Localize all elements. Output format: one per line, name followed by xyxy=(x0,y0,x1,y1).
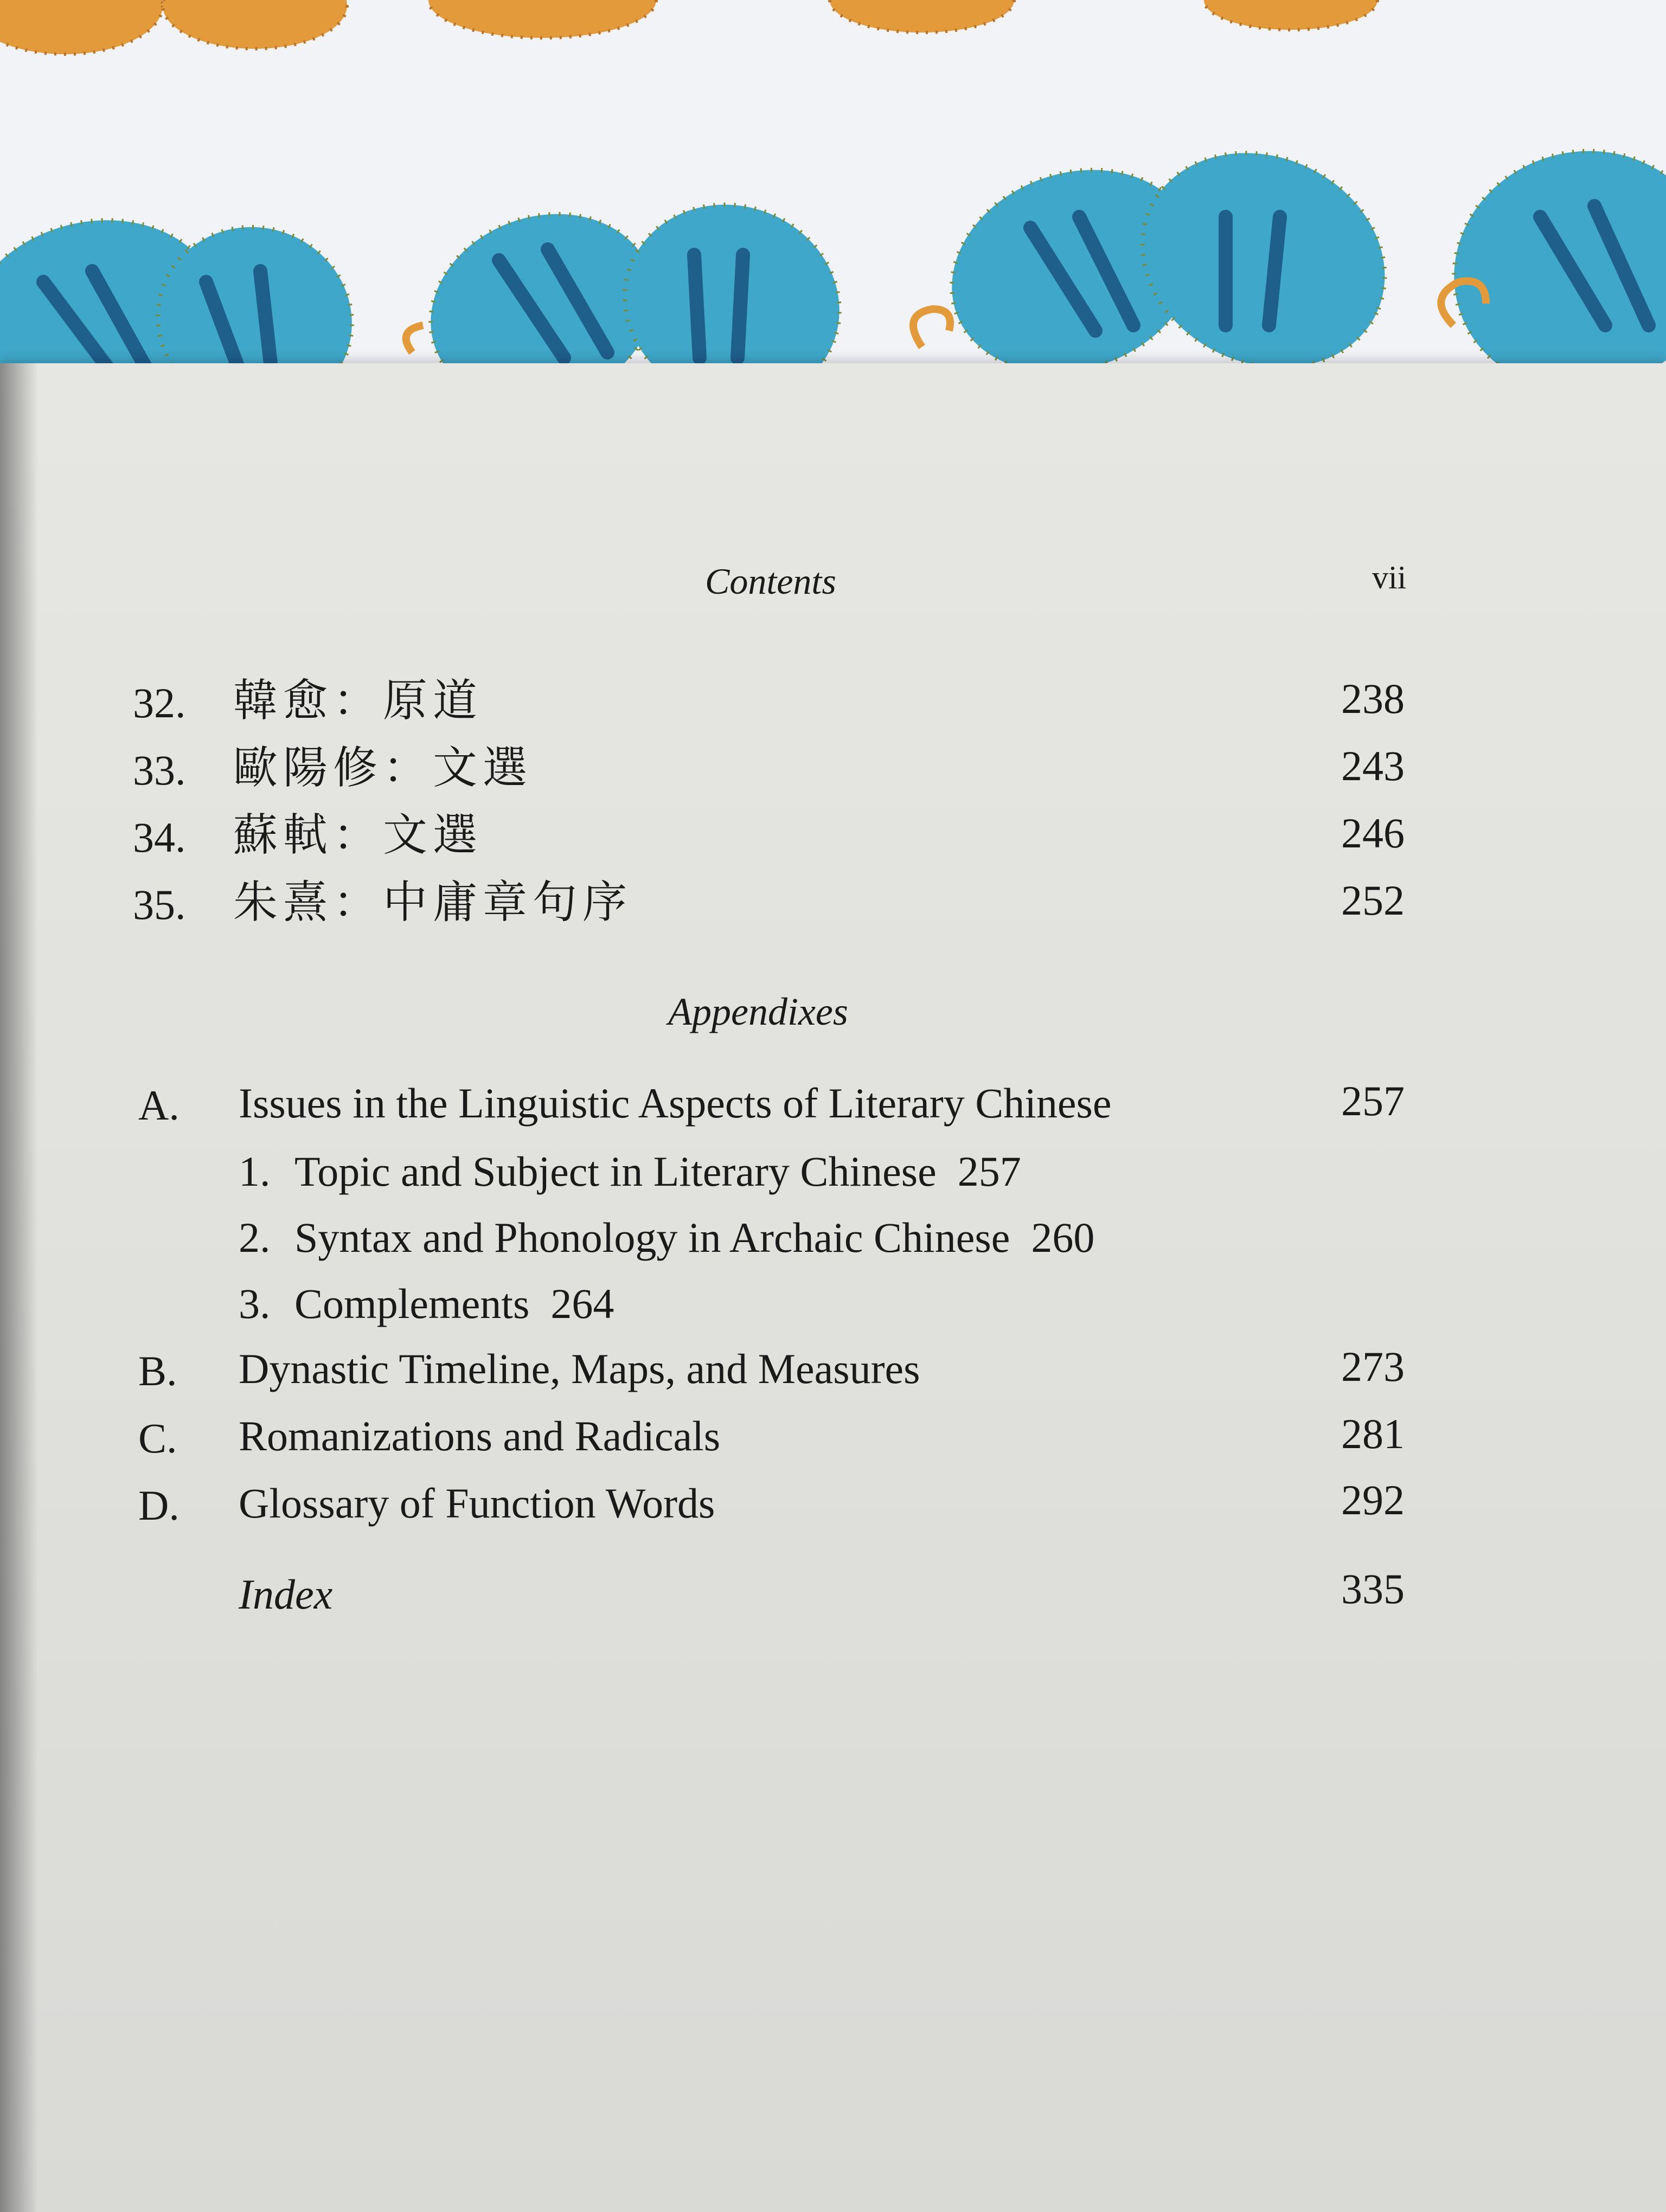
appendix-letter: A. xyxy=(138,1082,180,1129)
entry-title: 蘇軾：文選 xyxy=(233,809,483,861)
appendix-page: 273 xyxy=(1341,1343,1405,1390)
subentry-line xyxy=(294,1280,614,1327)
appendix-title: Glossary of Function Words xyxy=(239,1480,715,1527)
subentry-number: 3. xyxy=(239,1280,271,1327)
subentry-number: 1. xyxy=(239,1148,271,1195)
appendix-page: 292 xyxy=(1341,1476,1405,1523)
entry-number: 34. xyxy=(133,814,186,861)
entry-title: 歐陽修：文選 xyxy=(233,742,533,794)
subentry-line xyxy=(294,1150,1021,1193)
entry-page: 238 xyxy=(1341,675,1405,722)
entry-title: 朱熹：中庸章句序 xyxy=(233,877,633,928)
entry-number: 35. xyxy=(133,881,186,928)
entry-number: 33. xyxy=(133,747,186,794)
index-page: 335 xyxy=(1341,1565,1405,1612)
subentry-title: Syntax and Phonology in Archaic Chinese xyxy=(294,1214,1010,1261)
subentry-title: Topic and Subject in Literary Chinese xyxy=(294,1148,937,1195)
appendix-title: Romanizations and Radicals xyxy=(239,1412,721,1459)
appendix-letter: C. xyxy=(138,1414,177,1462)
appendixes-heading: Appendixes xyxy=(668,990,848,1033)
book-page xyxy=(0,363,1666,2212)
page-folio: vii xyxy=(1372,560,1407,595)
fabric-background xyxy=(0,0,1666,380)
appendix-title: Dynastic Timeline, Maps, and Measures xyxy=(239,1345,920,1392)
subentry-page: 257 xyxy=(957,1148,1021,1195)
appendix-title: Issues in the Linguistic Aspects of Literary Chinese xyxy=(239,1079,1112,1127)
subentry-line xyxy=(294,1214,1095,1261)
entry-page: 246 xyxy=(1341,809,1405,857)
entry-title: 韓愈：原道 xyxy=(233,675,483,726)
running-head: Contents xyxy=(705,561,836,602)
appendix-page: 257 xyxy=(1341,1077,1405,1124)
index-title: Index xyxy=(239,1571,333,1618)
subentry-title: Complements xyxy=(294,1280,530,1327)
appendix-page: 281 xyxy=(1341,1410,1405,1457)
entry-number: 32. xyxy=(133,679,186,726)
subentry-page: 260 xyxy=(1031,1214,1095,1261)
entry-page: 252 xyxy=(1341,877,1405,924)
subentry-page: 264 xyxy=(550,1280,614,1327)
subentry-number: 2. xyxy=(239,1214,271,1261)
appendix-letter: D. xyxy=(138,1482,180,1529)
entry-page: 243 xyxy=(1341,742,1405,789)
appendix-letter: B. xyxy=(138,1347,177,1394)
